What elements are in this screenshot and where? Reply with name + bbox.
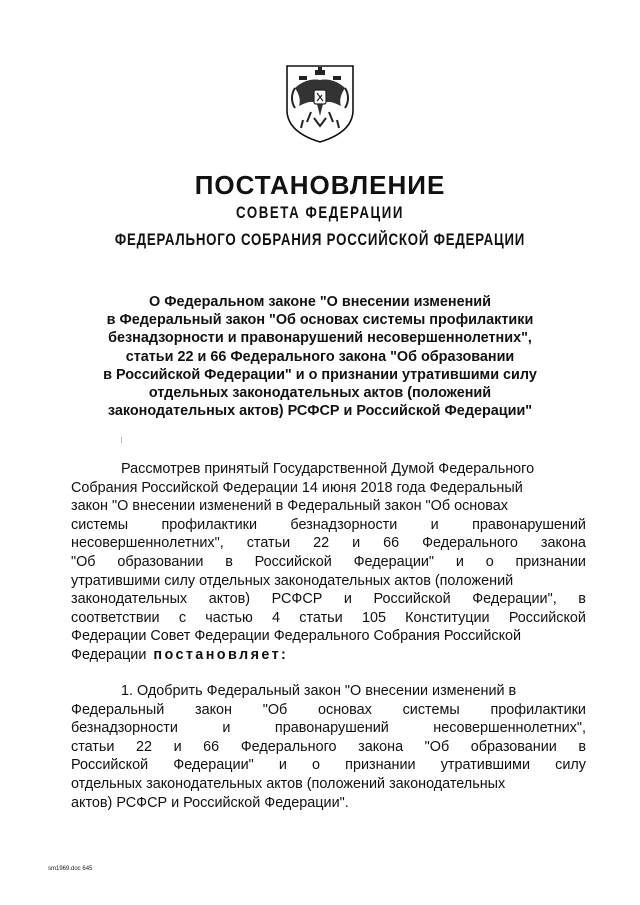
word: соответствии <box>71 609 160 626</box>
text-line: 1. Одобрить Федеральный закон "О внесении изменений в <box>121 683 517 699</box>
word: и <box>352 535 361 552</box>
subject-line: безнадзорности и правонарушений несовершеннолетних", <box>108 330 532 347</box>
margin-mark <box>121 437 122 443</box>
text-line <box>71 590 586 609</box>
word: и <box>173 738 182 755</box>
word: и <box>343 591 352 608</box>
word: Федеральный <box>71 701 165 718</box>
word: закона <box>358 738 404 755</box>
word: с <box>178 609 187 626</box>
word: 4 <box>272 609 281 626</box>
word: признании <box>515 553 586 570</box>
word: Федерального <box>240 738 337 755</box>
preamble-paragraph <box>71 460 586 665</box>
text-line <box>71 738 586 757</box>
word: Конституции <box>405 609 490 626</box>
text-line: актов) РСФСР и Российской Федерации". <box>71 794 349 811</box>
word: статьи <box>71 738 115 755</box>
word: о <box>485 553 494 570</box>
document-subject <box>90 293 550 420</box>
word: образовании <box>117 553 204 570</box>
word: Российской <box>508 609 586 626</box>
word: Российской <box>254 553 332 570</box>
subject-line: законодательных актов) РСФСР и Российской Федерации" <box>107 403 533 420</box>
word: закон <box>195 701 233 718</box>
word: Российской <box>373 591 451 608</box>
word: правонарушений <box>274 720 389 737</box>
word: в <box>578 738 586 755</box>
word: 22 <box>136 738 153 755</box>
file-reference: sm1969.doc 645 <box>48 866 93 872</box>
word: 66 <box>383 535 400 552</box>
word: 66 <box>203 738 220 755</box>
text-line <box>71 609 586 628</box>
text-line: Собрания Российской Федерации 14 июня 2018 года Федеральный <box>71 479 523 496</box>
word: 105 <box>361 609 386 626</box>
word: несовершеннолетних", <box>433 720 586 737</box>
word: 22 <box>313 535 330 552</box>
word: образовании <box>470 738 557 755</box>
word: Федерации" <box>353 553 435 570</box>
word: и <box>222 720 231 737</box>
text-line: Рассмотрев принятый Государственной Думой Федерального <box>121 461 535 477</box>
word: и <box>278 757 287 774</box>
word: и <box>455 553 464 570</box>
text-line <box>71 534 586 553</box>
subject-line: в Федеральный закон "Об основах системы профилактики <box>106 312 534 329</box>
issuer-line-1: СОВЕТА ФЕДЕРАЦИИ <box>236 203 404 222</box>
text-line <box>71 719 586 738</box>
text-line <box>71 756 586 775</box>
word: профилактики <box>490 701 586 718</box>
subject-line: в Российской Федерации" и о признании утратившими силу <box>103 366 537 383</box>
word: профилактики <box>161 516 257 533</box>
word: "Об <box>71 553 96 570</box>
word: статьи <box>299 609 343 626</box>
clause-1-paragraph <box>71 682 586 812</box>
document-type-title: ПОСТАНОВЛЕНИЕ <box>194 170 446 200</box>
word: основах <box>318 701 372 718</box>
word: силу <box>555 757 586 774</box>
subject-line: отдельных законодательных актов (положений <box>148 385 492 402</box>
word: законодательных <box>71 591 188 608</box>
text-line <box>71 646 586 665</box>
word: Федерации <box>71 646 147 663</box>
word: в <box>225 553 233 570</box>
subject-line: О Федеральном законе "О внесении изменений <box>149 294 491 310</box>
word: безнадзорности <box>71 720 178 737</box>
word: закона <box>540 535 586 552</box>
word: в <box>578 591 586 608</box>
word: Федерального <box>422 535 518 552</box>
word: "Об <box>424 738 450 755</box>
word: правонарушений <box>472 516 586 533</box>
text-line: утратившими силу отдельных законодательных актов (положений <box>71 572 514 589</box>
text-line <box>71 701 586 720</box>
text-line <box>71 516 586 535</box>
word: и <box>430 516 439 533</box>
word: Российской <box>71 757 149 774</box>
word: безнадзорности <box>290 516 398 533</box>
russian-coat-of-arms-icon <box>281 60 359 144</box>
word: Федерации" <box>173 757 254 774</box>
text-line: Федерации Совет Федерации Федерального Собрания Российской <box>71 628 522 645</box>
word: системы <box>402 701 460 718</box>
word: признании <box>345 757 416 774</box>
word: о <box>312 757 321 774</box>
text-line <box>71 553 586 572</box>
word: статьи <box>246 535 291 552</box>
word: "Об <box>262 701 288 718</box>
word: Федерации", <box>472 591 557 608</box>
word: РСФСР <box>271 591 323 608</box>
word: утратившими <box>440 757 530 774</box>
issuer-line-2: ФЕДЕРАЛЬНОГО СОБРАНИЯ РОССИЙСКОЙ ФЕДЕРАЦИИ <box>114 230 526 249</box>
word: системы <box>71 516 129 533</box>
word: актов) <box>208 591 251 608</box>
word: частью <box>205 609 253 626</box>
resolves-word: постановляет: <box>153 646 289 663</box>
subject-line: статьи 22 и 66 Федерального закона "Об образовании <box>125 348 515 365</box>
text-line: закон "О внесении изменений в Федеральный закон "Об основах <box>71 498 508 515</box>
text-line: отдельных законодательных актов (положений законодательных <box>71 775 506 792</box>
word: несовершеннолетних", <box>71 535 224 552</box>
